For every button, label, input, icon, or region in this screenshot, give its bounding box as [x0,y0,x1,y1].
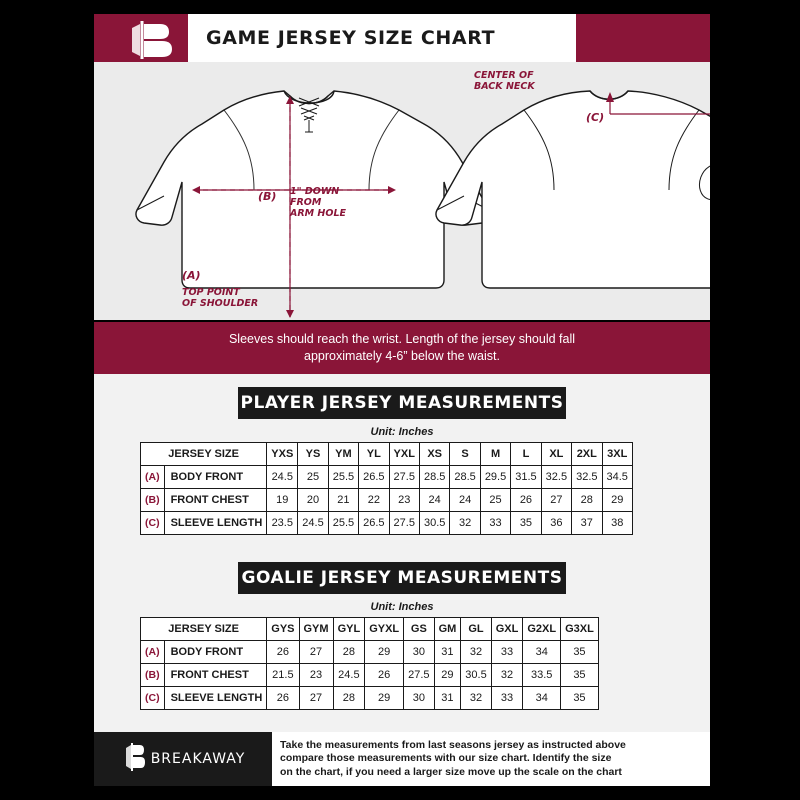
measurement-cell: 25.5 [328,466,358,489]
column-header-size: G3XL [561,618,599,641]
label-b-note-line3: ARM HOLE [290,208,346,219]
measurement-cell: 30.5 [461,664,491,687]
measurement-cell: 26 [267,687,299,710]
measurement-cell: 32 [461,687,491,710]
measurement-cell: 31 [434,641,461,664]
measurement-cell: 23 [389,489,419,512]
column-header-size: GYM [299,618,333,641]
measurement-cell: 24.5 [298,512,328,535]
measurement-cell: 25.5 [328,512,358,535]
footer-line-1: Take the measurements from last seasons jersey as instructed above [280,738,626,751]
footer-brand-name: BREAKAWAY [150,751,246,767]
column-header-size: XS [419,443,449,466]
column-header-size: GM [434,618,461,641]
jersey-illustration-panel [94,62,710,320]
measurement-cell: 27.5 [404,664,434,687]
measurement-cell: 27 [299,687,333,710]
footer-line-3: on the chart, if you need a larger size move up the scale on the chart [280,765,622,778]
measurement-cell: 37 [572,512,602,535]
goalie-section-title: GOALIE JERSEY MEASUREMENTS [238,562,566,594]
measurement-cell: 26.5 [359,512,389,535]
label-c-note-line2: BACK NECK [474,81,535,92]
row-tag: (A) [141,466,165,489]
table-row [141,489,633,512]
column-header-size: S [450,443,480,466]
label-b-note-line1: 1" DOWN [290,186,340,197]
measurement-cell: 22 [359,489,389,512]
row-tag: (C) [141,512,165,535]
row-label: SLEEVE LENGTH [164,512,267,535]
measurement-cell: 28 [333,641,365,664]
measurement-cell: 30.5 [419,512,449,535]
column-header-jersey-size: JERSEY SIZE [141,618,267,641]
page-footer [94,732,710,786]
player-measurements-table [140,442,633,535]
row-tag: (B) [141,664,165,687]
goalie-unit-label: Unit: Inches [370,601,434,613]
label-a-tag: (A) [182,269,201,282]
measurement-cell: 31.5 [511,466,541,489]
goalie-measurements-table [140,617,599,710]
measurement-cell: 21 [328,489,358,512]
label-b-note-line2: FROM [290,197,322,208]
table-row [141,664,599,687]
measurement-cell: 32 [450,512,480,535]
measurement-cell: 35 [511,512,541,535]
label-a-note-line1: TOP POINT [182,287,240,298]
label-a-note-line2: OF SHOULDER [182,298,259,309]
measurement-cell: 23.5 [267,512,298,535]
column-header-size: G2XL [523,618,561,641]
measurement-cell: 29 [365,687,404,710]
player-unit-label: Unit: Inches [370,426,434,438]
measurement-cell: 33 [491,687,523,710]
measurement-cell: 28.5 [419,466,449,489]
column-header-size: GYXL [365,618,404,641]
column-header-size: GYL [333,618,365,641]
measurement-cell: 24.5 [267,466,298,489]
row-tag: (B) [141,489,165,512]
measurement-cell: 29.5 [480,466,510,489]
measurement-cell: 27 [541,489,571,512]
page-header [0,14,800,62]
table-row [141,641,599,664]
column-header-size: M [480,443,510,466]
column-header-size: YXL [389,443,419,466]
measurement-cell: 34 [523,687,561,710]
row-label: FRONT CHEST [164,489,267,512]
measurement-cell: 33 [480,512,510,535]
column-header-size: GL [461,618,491,641]
column-header-size: GXL [491,618,523,641]
tables-area [94,374,710,732]
measurement-cell: 26 [267,641,299,664]
measurement-cell: 25 [480,489,510,512]
column-header-size: YXS [267,443,298,466]
column-header-size: 2XL [572,443,602,466]
measurement-cell: 25 [298,466,328,489]
measurement-cell: 35 [561,641,599,664]
row-tag: (A) [141,641,165,664]
measurement-cell: 28 [333,687,365,710]
instruction-line-2: approximately 4-6” below the waist. [304,349,500,363]
measurement-cell: 35 [561,664,599,687]
measurement-cell: 30 [404,641,434,664]
column-header-size: GS [404,618,434,641]
measurement-cell: 29 [602,489,632,512]
measurement-cell: 29 [365,641,404,664]
measurement-cell: 26 [365,664,404,687]
measurement-cell: 32.5 [572,466,602,489]
column-header-size: YS [298,443,328,466]
measurement-cell: 19 [267,489,298,512]
measurement-cell: 24.5 [333,664,365,687]
measurement-cell: 32 [491,664,523,687]
measurement-cell: 26.5 [359,466,389,489]
breakaway-b-logo-icon [112,18,182,62]
footer-line-2: compare those measurements with our size chart. Identify the size [280,752,612,765]
label-c-note-line1: CENTER OF [474,70,534,81]
measurement-cell: 27.5 [389,466,419,489]
instruction-band [94,322,710,374]
row-label: BODY FRONT [164,641,267,664]
measurement-cell: 35 [561,687,599,710]
measurement-cell: 32 [461,641,491,664]
measurement-cell: 33.5 [523,664,561,687]
measurement-cell: 31 [434,687,461,710]
row-label: FRONT CHEST [164,664,267,687]
measurement-cell: 21.5 [267,664,299,687]
measurement-cell: 30 [404,687,434,710]
measurement-cell: 23 [299,664,333,687]
table-row [141,687,599,710]
measurement-cell: 32.5 [541,466,571,489]
label-c-tag: (C) [586,111,605,124]
table-row [141,512,633,535]
table-row [141,466,633,489]
measurement-cell: 36 [541,512,571,535]
measurement-cell: 29 [434,664,461,687]
measurement-cell: 26 [511,489,541,512]
table-header-row [141,443,633,466]
table-header-row [141,618,599,641]
measurement-cell: 27 [299,641,333,664]
measurement-cell: 38 [602,512,632,535]
column-header-size: GYS [267,618,299,641]
column-header-size: YM [328,443,358,466]
instruction-line-1: Sleeves should reach the wrist. Length of the jersey should fall [228,332,576,346]
measurement-cell: 20 [298,489,328,512]
footer-instructions [280,732,704,786]
label-b-tag: (B) [258,190,277,203]
measurement-cell: 24 [419,489,449,512]
column-header-size: 3XL [602,443,632,466]
breakaway-b-logo-icon [121,741,147,778]
row-label: BODY FRONT [164,466,267,489]
footer-brand-block [94,732,272,786]
row-tag: (C) [141,687,165,710]
page-title: GAME JERSEY SIZE CHART [206,27,496,49]
column-header-size: YL [359,443,389,466]
measurement-cell: 24 [450,489,480,512]
column-header-jersey-size: JERSEY SIZE [141,443,267,466]
measurement-cell: 33 [491,641,523,664]
column-header-size: XL [541,443,571,466]
measurement-cell: 34.5 [602,466,632,489]
player-section-title: PLAYER JERSEY MEASUREMENTS [238,387,566,419]
measurement-cell: 34 [523,641,561,664]
measurement-cell: 28.5 [450,466,480,489]
measurement-cell: 28 [572,489,602,512]
measurement-cell: 27.5 [389,512,419,535]
column-header-size: L [511,443,541,466]
row-label: SLEEVE LENGTH [164,687,267,710]
